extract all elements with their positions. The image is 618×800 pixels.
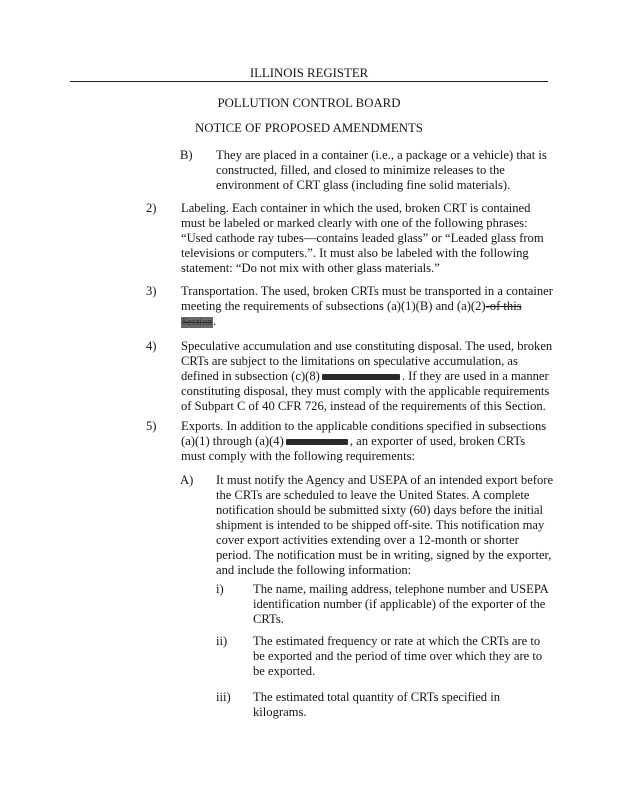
item-3-mark: 3) <box>146 284 157 298</box>
item-5-text <box>181 419 546 464</box>
text-line: shipment is intended to be shipped off-site. This notification may <box>216 518 545 532</box>
text-line: environment of CRT glass (including fine solid materials). <box>216 178 511 192</box>
text-line: Section. <box>182 314 217 328</box>
sub-item-ii-mark: ii) <box>216 634 228 648</box>
sub-item-i-text <box>253 582 549 627</box>
text-line: televisions or computers.”. It must also be labeled with the following <box>181 246 529 260</box>
sub-item-ii-text <box>253 634 542 679</box>
redaction-mark <box>322 374 400 380</box>
text-line: period. The notification must be in writing, signed by the exporter, <box>216 548 552 562</box>
sub-item-iii-mark: iii) <box>216 690 231 704</box>
struck-text: -of this <box>485 299 522 313</box>
text-line: defined in subsection (c)(8) . If they are used in a manner <box>181 369 549 383</box>
sub-item-iii-text <box>253 690 500 720</box>
text-line: It must notify the Agency and USEPA of an intended export before <box>216 473 554 487</box>
item-b-mark: B) <box>180 148 193 162</box>
item-4-mark: 4) <box>146 339 157 353</box>
text-line: CRTs are subject to the limitations on speculative accumulation, as <box>181 354 518 368</box>
text-line: The estimated total quantity of CRTs specified in <box>253 690 501 704</box>
text-line: of Subpart C of 40 CFR 726, instead of the requirements of this Section. <box>181 399 546 413</box>
register-title: ILLINOIS REGISTER <box>249 66 369 80</box>
text-line: Speculative accumulation and use constituting disposal. The used, broken <box>181 339 553 353</box>
text-line: kilograms. <box>253 705 307 719</box>
text-line: cover export activities extending over a 12-month or shorter <box>216 533 519 547</box>
text-line: meeting the requirements of subsections (a)(1)(B) and (a)(2)-of this <box>181 299 522 313</box>
text-line: the CRTs are scheduled to leave the United States. A complete <box>216 488 530 502</box>
text-line: CRTs. <box>253 612 284 626</box>
item-a-mark: A) <box>180 473 194 487</box>
text-line: The estimated frequency or rate at which the CRTs are to <box>253 634 541 648</box>
text-line: “Used cathode ray tubes—contains leaded glass” or “Leaded glass from <box>181 231 544 245</box>
text-line: must comply with the following requirements: <box>181 449 415 463</box>
text-line: They are placed in a container (i.e., a package or a vehicle) that is <box>216 148 547 162</box>
text-line: constructed, filled, and closed to minimize releases to the <box>216 163 505 177</box>
text-line: be exported. <box>253 664 316 678</box>
header-rule <box>70 81 548 82</box>
text-line: (a)(1) through (a)(4) , an exporter of used, broken CRTs <box>181 434 526 448</box>
item-a-text <box>216 473 553 578</box>
agency-title: POLLUTION CONTROL BOARD <box>217 96 401 110</box>
item-5-mark: 5) <box>146 419 157 433</box>
item-4-text <box>181 339 552 414</box>
text-line: and include the following information: <box>216 563 412 577</box>
text-line: must be labeled or marked clearly with one of the following phrases: <box>181 216 528 230</box>
item-b-text <box>216 148 547 193</box>
item-2-mark: 2) <box>146 201 157 215</box>
struck-text: Section <box>182 317 212 328</box>
text-line: Labeling. Each container in which the used, broken CRT is contained <box>181 201 531 215</box>
text-line: statement: “Do not mix with other glass materials.” <box>181 261 440 275</box>
text-line: notification should be submitted sixty (60) days before the initial <box>216 503 544 517</box>
text-line: Exports. In addition to the applicable conditions specified in subsections <box>181 419 547 433</box>
item-3-text <box>181 284 553 330</box>
sub-item-i-mark: i) <box>216 582 224 596</box>
text-line: Transportation. The used, broken CRTs must be transported in a container <box>181 284 553 298</box>
text-line: identification number (if applicable) of the exporter of the <box>253 597 546 611</box>
text-line: The name, mailing address, telephone number and USEPA <box>253 582 549 596</box>
text-line: constituting disposal, they must comply with the applicable requirements <box>181 384 550 398</box>
item-2-text <box>181 201 544 276</box>
notice-title: NOTICE OF PROPOSED AMENDMENTS <box>195 121 423 135</box>
text-line: be exported and the period of time over which they are to <box>253 649 543 663</box>
redaction-mark <box>286 439 348 445</box>
